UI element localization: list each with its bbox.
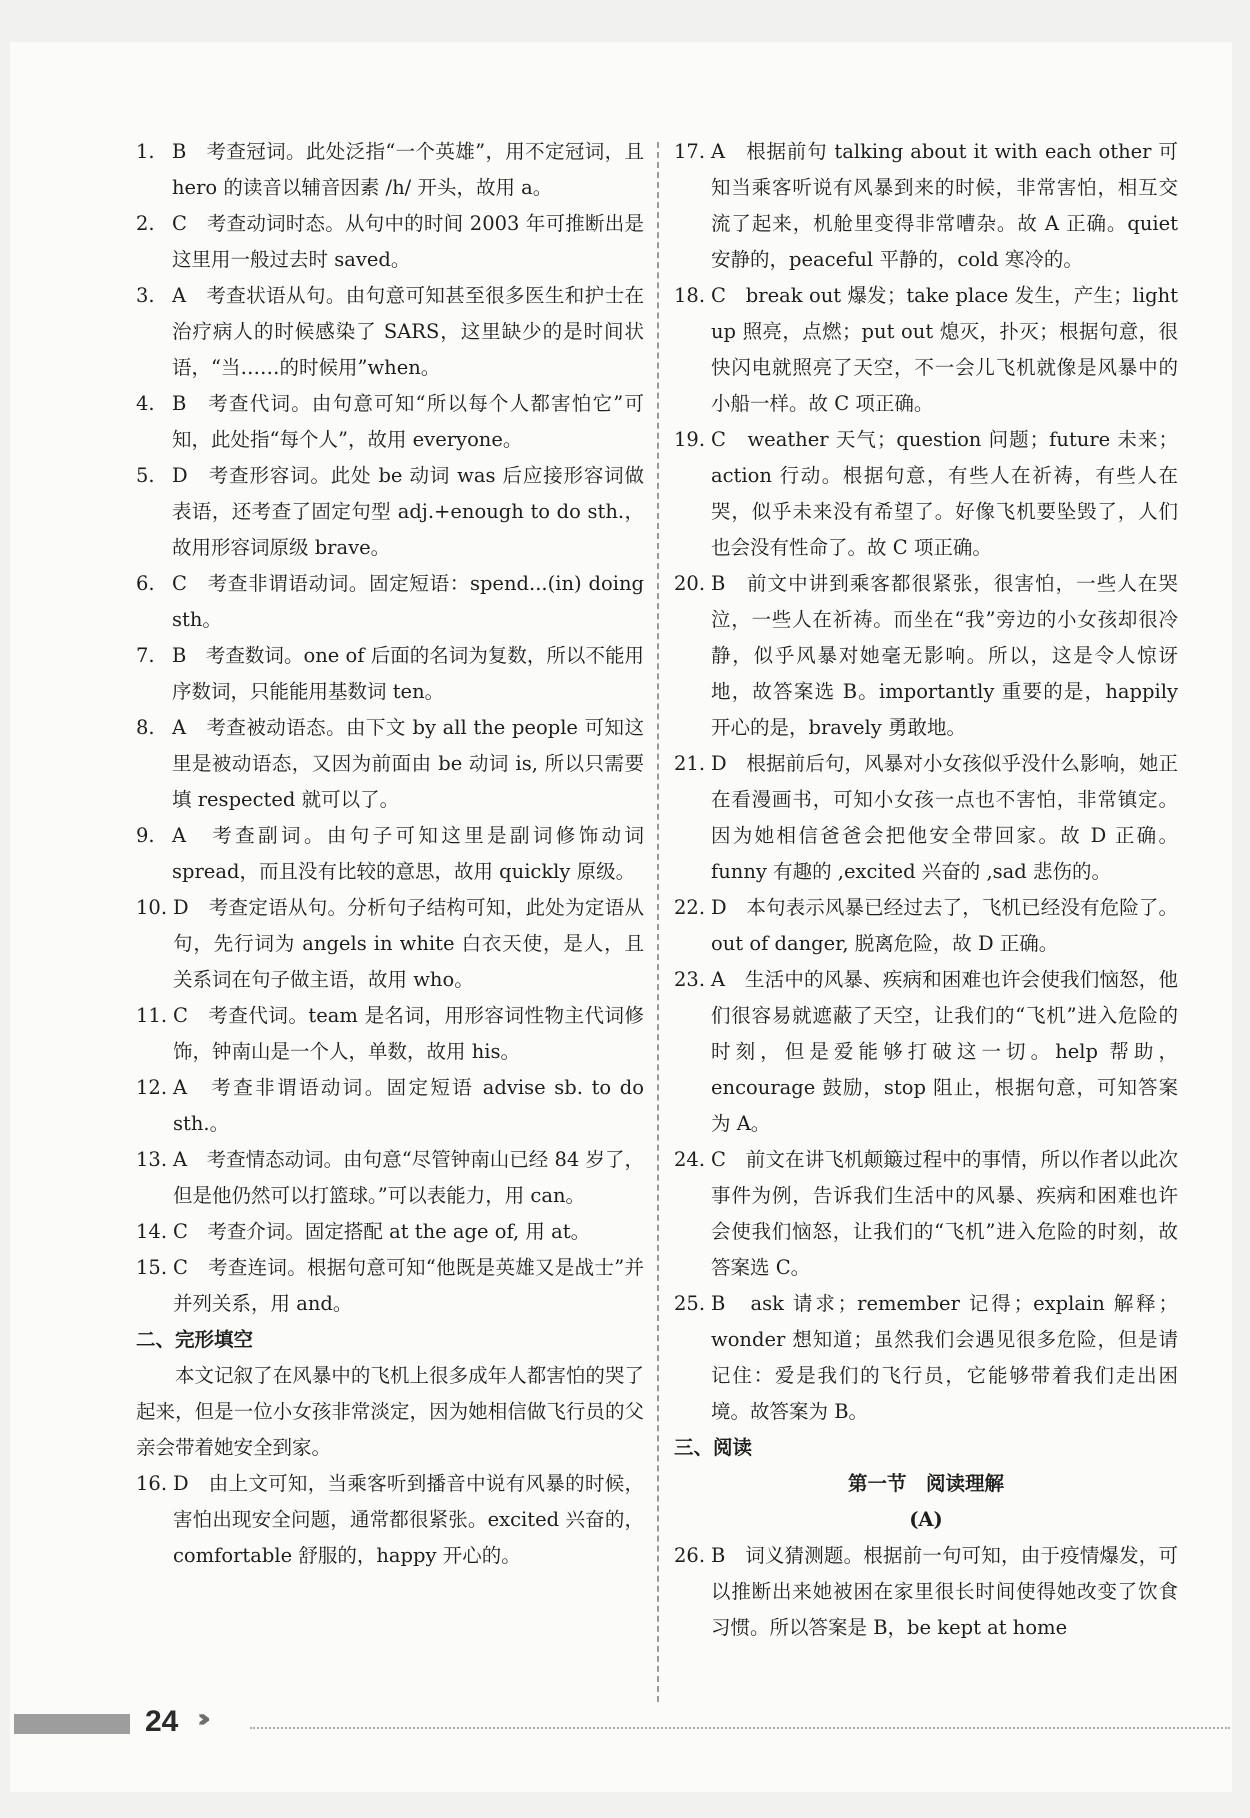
answer-explanation: A 考查状语从句。由句意可知甚至很多医生和护士在治疗病人的时候感染了 SARS，这里缺少的是时间状语，“当……的时候用”when。 xyxy=(172,284,644,379)
answer-item xyxy=(136,206,644,278)
answer-number: 24. xyxy=(674,1148,706,1171)
answer-number: 18. xyxy=(674,284,706,307)
answer-explanation: C weather 天气；question 问题；future 未来；action 行动。根据句意，有些人在祈祷，有些人在哭，似乎未来没有希望了。好像飞机要坠毁了，人们也会没有性命了。故 C 项正确。 xyxy=(711,428,1178,559)
answer-number: 4. xyxy=(136,392,155,415)
answer-number: 13. xyxy=(136,1148,168,1171)
answer-item xyxy=(136,566,644,638)
right-column xyxy=(674,134,1178,1646)
answer-item xyxy=(136,890,644,998)
answer-explanation: C 前文在讲飞机颠簸过程中的事情，所以作者以此次事件为例，告诉我们生活中的风暴、疾病和困难也许会使我们恼怒，让我们的“飞机”进入危险的时刻，故答案选 C。 xyxy=(711,1148,1178,1279)
answer-item xyxy=(136,134,644,206)
answer-item xyxy=(674,566,1178,746)
cloze-summary: 本文记叙了在风暴中的飞机上很多成年人都害怕的哭了起来，但是一位小女孩非常淡定，因为她相信做飞行员的父亲会带着她安全到家。 xyxy=(136,1364,644,1459)
section-title-cloze: 二、完形填空 xyxy=(136,1328,254,1351)
answer-item xyxy=(674,1286,1178,1430)
answer-number: 21. xyxy=(674,752,706,775)
answer-item xyxy=(136,998,644,1070)
answer-explanation: D 本句表示风暴已经过去了，飞机已经没有危险了。out of danger, 脱离危险，故 D 正确。 xyxy=(711,896,1178,955)
answer-number: 9. xyxy=(136,824,155,847)
answer-number: 1. xyxy=(136,140,155,163)
answer-explanation: B ask 请求；remember 记得；explain 解释；wonder 想知道；虽然我们会遇见很多危险，但是请记住：爱是我们的飞行员，它能够带着我们走出困境。故答案为 B。 xyxy=(711,1292,1178,1423)
answer-number: 17. xyxy=(674,140,706,163)
left-column xyxy=(136,134,644,1574)
answer-number: 20. xyxy=(674,572,706,595)
answer-explanation: A 考查副词。由句子可知这里是副词修饰动词 spread，而且没有比较的意思，故用 quickly 原级。 xyxy=(172,824,644,883)
answer-number: 10. xyxy=(136,896,168,919)
answer-explanation: B 考查数词。one of 后面的名词为复数，所以不能用序数词，只能能用基数词 ten。 xyxy=(172,644,644,703)
answer-item xyxy=(136,386,644,458)
answer-explanation: A 根据前句 talking about it with each other 可知当乘客听说有风暴到来的时候，非常害怕，相互交流了起来，机舱里变得非常嘈杂。故 A 正确。quiet 安静的，peaceful 平静的，cold 寒冷的。 xyxy=(711,140,1178,271)
answer-number: 3. xyxy=(136,284,155,307)
answer-explanation: C 考查非谓语动词。固定短语：spend...(in) doing sth。 xyxy=(172,572,644,631)
left-answer-list xyxy=(136,134,644,1322)
footer-dotted-line xyxy=(250,1727,1230,1729)
footer-bar xyxy=(14,1714,130,1734)
answer-number: 14. xyxy=(136,1220,168,1243)
answer-item xyxy=(136,1142,644,1214)
answer-item xyxy=(136,278,644,386)
answer-item xyxy=(674,962,1178,1142)
answer-number: 2. xyxy=(136,212,155,235)
column-divider xyxy=(657,142,659,1702)
answer-number: 22. xyxy=(674,896,706,919)
answer-explanation: D 由上文可知，当乘客听到播音中说有风暴的时候，害怕出现安全问题，通常都很紧张。excited 兴奋的，comfortable 舒服的，happy 开心的。 xyxy=(173,1472,644,1567)
right-answer-list xyxy=(674,134,1178,1430)
answer-item xyxy=(674,422,1178,566)
answer-number: 7. xyxy=(136,644,155,667)
answer-explanation: C 考查代词。team 是名词，用形容词性物主代词修饰，钟南山是一个人，单数，故用 his。 xyxy=(173,1004,644,1063)
answer-explanation: B 考查代词。由句意可知“所以每个人都害怕它”可知，此处指“每个人”，故用 everyone。 xyxy=(172,392,644,451)
answer-item xyxy=(674,134,1178,278)
subsection-title: 第一节 阅读理解 xyxy=(847,1472,1004,1495)
answer-number: 15. xyxy=(136,1256,168,1279)
answer-explanation: C break out 爆发；take place 发生，产生；light up 照亮，点燃；put out 熄灭，扑灭；根据句意，很快闪电就照亮了天空，不一会儿飞机就像是风暴中的小船一样。故 C 项正确。 xyxy=(711,284,1178,415)
answer-explanation: D 考查形容词。此处 be 动词 was 后应接形容词做表语，还考查了固定句型 adj.+enough to do sth.，故用形容词原级 brave。 xyxy=(172,464,644,559)
answer-item xyxy=(136,710,644,818)
answer-item xyxy=(136,1466,644,1574)
answer-item xyxy=(674,278,1178,422)
passage-label: (A) xyxy=(909,1508,943,1531)
answer-number: 11. xyxy=(136,1004,168,1027)
answer-explanation: B 考查冠词。此处泛指“一个英雄”，用不定冠词，且 hero 的读音以辅音因素 /h/ 开头，故用 a。 xyxy=(172,140,644,199)
answer-number: 8. xyxy=(136,716,155,739)
answer-explanation: C 考查介词。固定搭配 at the age of, 用 at。 xyxy=(173,1220,591,1243)
answer-item xyxy=(674,1142,1178,1286)
page xyxy=(10,42,1232,1792)
answer-number: 26. xyxy=(674,1544,706,1567)
answer-item xyxy=(136,1214,644,1250)
answer-explanation: A 考查非谓语动词。固定短语 advise sb. to do sth.。 xyxy=(173,1076,644,1135)
answer-item xyxy=(674,890,1178,962)
answer-item xyxy=(136,1250,644,1322)
answer-explanation: B 前文中讲到乘客都很紧张，很害怕，一些人在哭泣，一些人在祈祷。而坐在“我”旁边的小女孩却很冷静，似乎风暴对她毫无影响。所以，这是令人惊讶地，故答案选 B。importantly 重要的是，happily 开心的是，bravely 勇敢地。 xyxy=(711,572,1178,739)
answer-explanation: A 生活中的风暴、疾病和困难也许会使我们恼怒，他们很容易就遮蔽了天空，让我们的“飞机”进入危险的时刻，但是爱能够打破这一切。help 帮助，encourage 鼓励，stop 阻止，根据句意，可知答案为 A。 xyxy=(711,968,1178,1135)
answer-explanation: D 根据前后句，风暴对小女孩似乎没什么影响，她正在看漫画书，可知小女孩一点也不害怕，非常镇定。因为她相信爸爸会把他安全带回家。故 D 正确。funny 有趣的 ,excited 兴奋的 ,sad 悲伤的。 xyxy=(711,752,1178,883)
answer-explanation: C 考查连词。根据句意可知“他既是英雄又是战士”并并列关系，用 and。 xyxy=(173,1256,644,1315)
answer-explanation: C 考查动词时态。从句中的时间 2003 年可推断出是这里用一般过去时 saved。 xyxy=(172,212,644,271)
answer-number: 16. xyxy=(136,1472,168,1495)
answer-number: 12. xyxy=(136,1076,168,1099)
chevron-arrows-icon: ››› xyxy=(197,1704,203,1734)
section-title-reading: 三、阅读 xyxy=(674,1436,753,1459)
answer-item xyxy=(136,638,644,710)
answer-number: 23. xyxy=(674,968,706,991)
answer-item xyxy=(136,818,644,890)
page-number: 24 xyxy=(145,1705,179,1738)
answer-item xyxy=(674,1538,1178,1646)
answer-explanation: A 考查情态动词。由句意“尽管钟南山已经 84 岁了，但是他仍然可以打篮球。”可以表能力，用 can。 xyxy=(173,1148,644,1207)
answer-number: 5. xyxy=(136,464,155,487)
answer-number: 25. xyxy=(674,1292,706,1315)
answer-item xyxy=(136,458,644,566)
answer-number: 19. xyxy=(674,428,706,451)
answer-explanation: B 词义猜测题。根据前一句可知，由于疫情爆发，可以推断出来她被困在家里很长时间使得她改变了饮食习惯。所以答案是 B，be kept at home xyxy=(711,1544,1178,1639)
answer-item xyxy=(136,1070,644,1142)
answer-number: 6. xyxy=(136,572,155,595)
answer-explanation: A 考查被动语态。由下文 by all the people 可知这里是被动语态，又因为前面由 be 动词 is, 所以只需要填 respected 就可以了。 xyxy=(172,716,644,811)
answer-explanation: D 考查定语从句。分析句子结构可知，此处为定语从句，先行词为 angels in white 白衣天使，是人，且关系词在句子做主语，故用 who。 xyxy=(173,896,644,991)
answer-item xyxy=(674,746,1178,890)
